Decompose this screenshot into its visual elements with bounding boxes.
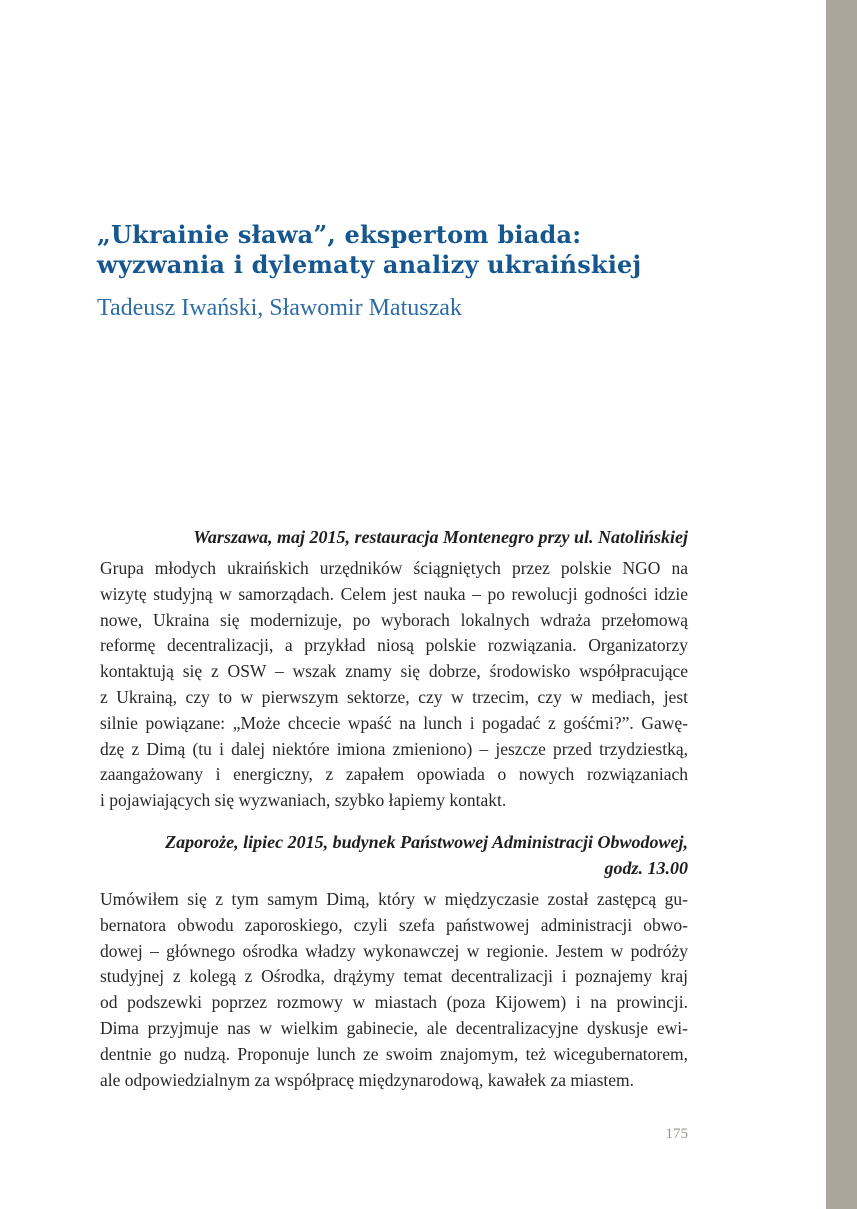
text-line: z Ukrainą, czy to w pierwszym sektorze, czy w trzecim, czy w mediach, jest bbox=[100, 686, 688, 707]
text-line: kontaktują się z OSW – wszak znamy się dobrze, środowisko współpracujące bbox=[100, 661, 688, 682]
page-edge-bar bbox=[826, 0, 857, 1209]
title-line-1: „Ukrainie sława”, ekspertom biada: bbox=[97, 220, 582, 249]
text-line: zaangażowany i energiczny, z zapałem opowiada o nowych rozwiązaniach bbox=[100, 764, 688, 785]
text-line: wizytę studyjną w samorządach. Celem jest nauka – po rewolucji godności idzie bbox=[100, 583, 688, 604]
title-line-2: wyzwania i dylematy analizy ukraińskiej bbox=[97, 250, 642, 279]
text-line: studyjnej z kolegą z Ośrodka, drążymy temat decentralizacji i poznajemy kraj bbox=[100, 966, 688, 987]
text-line: dentnie go nudzą. Proponuje lunch ze swoim znajomym, też wicegubernatorem, bbox=[100, 1043, 688, 1064]
text-line: dzę z Dimą (tu i dalej niektóre imiona zmieniono) – jeszcze przed trzydziestką, bbox=[100, 738, 688, 759]
dateline-line: Warszawa, maj 2015, restauracja Montenegro przy ul. Natolińskiej bbox=[193, 527, 688, 547]
paragraph-1 bbox=[100, 556, 688, 814]
text-line: Umówiłem się z tym samym Dimą, który w międzyczasie został zastępcą gu- bbox=[100, 888, 688, 909]
text-line: ale odpowiedzialnym za współpracę międzynarodową, kawałek za miastem. bbox=[100, 1069, 635, 1090]
text-line: dowej – głównego ośrodka władzy wykonawczej w regionie. Jestem w podróży bbox=[100, 940, 688, 961]
text-line: bernatora obwodu zaporoskiego, czyli szefa państwowej administracji obwo- bbox=[100, 914, 688, 935]
article-title bbox=[97, 220, 707, 280]
text-line: Grupa młodych ukraińskich urzędników ściągniętych przez polskie NGO na bbox=[100, 558, 688, 578]
article-authors: Tadeusz Iwański, Sławomir Matuszak bbox=[97, 295, 462, 321]
dateline-line: godz. 13.00 bbox=[604, 857, 688, 878]
paragraph-2 bbox=[100, 887, 688, 1093]
text-line: reformę decentralizacji, a przykład niosą polskie rozwiązania. Organizatorzy bbox=[100, 635, 688, 656]
text-line: od podszewki poprzez rozmowy w miastach (poza Kijowem) i na prowincji. bbox=[100, 992, 688, 1013]
text-line: nowe, Ukraina się modernizuje, po wyborach lokalnych wdraża przełomową bbox=[100, 609, 688, 630]
title-block bbox=[97, 220, 707, 323]
dateline-warsaw bbox=[100, 524, 688, 550]
text-line: silnie powiązane: „Może chcecie wpaść na lunch i pogadać z gośćmi?”. Gawę- bbox=[100, 712, 688, 733]
page-number: 175 bbox=[665, 1126, 688, 1142]
text-line: i pojawiających się wyzwaniach, szybko łapiemy kontakt. bbox=[100, 790, 507, 811]
text-line: Dima przyjmuje nas w wielkim gabinecie, ale decentralizacyjne dyskusje ewi- bbox=[100, 1017, 688, 1038]
article-body bbox=[100, 524, 688, 1093]
dateline-zaporozhe bbox=[100, 829, 688, 881]
dateline-line: Zaporoże, lipiec 2015, budynek Państwowej Administracji Obwodowej, bbox=[165, 831, 688, 852]
